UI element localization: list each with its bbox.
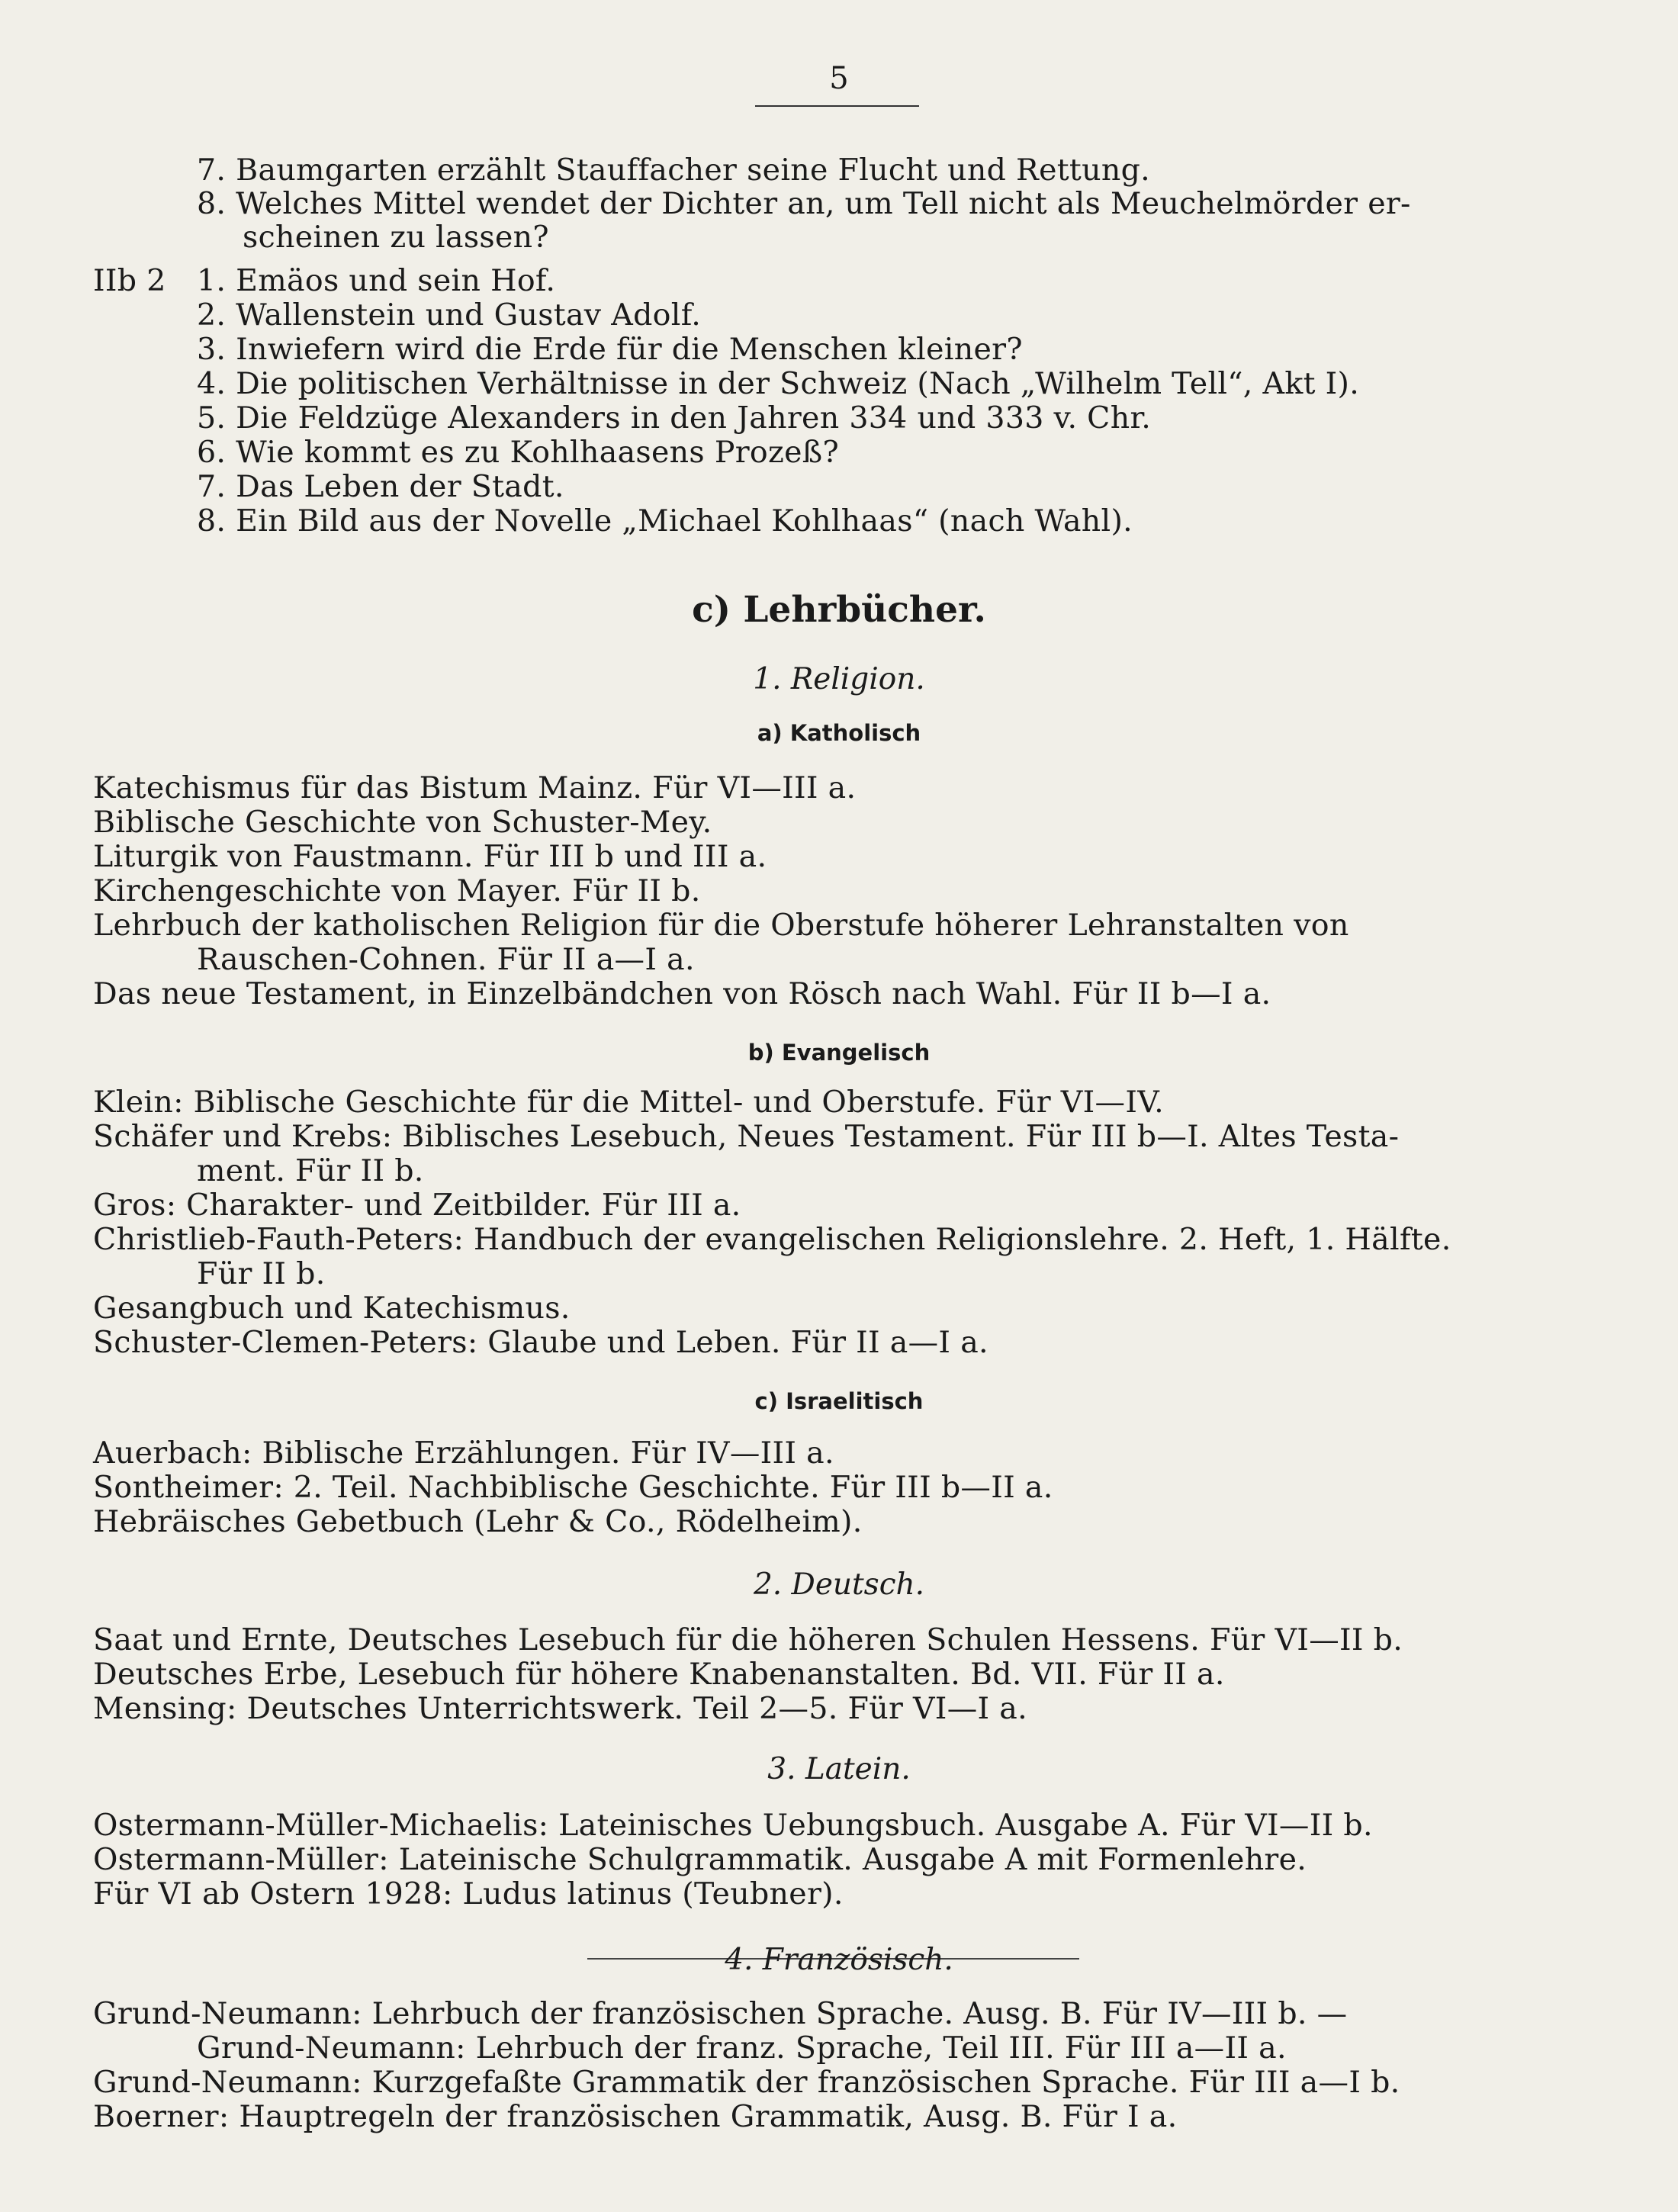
book-line: Sontheimer: 2. Teil. Nachbiblische Geschichte. Für III b—II a. bbox=[93, 1470, 1053, 1505]
book-line: Das neue Testament, in Einzelbändchen von Rösch nach Wahl. Für II b—I a. bbox=[93, 976, 1271, 1011]
book-line: Christlieb-Fauth-Peters: Handbuch der evangelischen Religionslehre. 2. Heft, 1. Hälfte. bbox=[93, 1222, 1451, 1257]
book-line: Grund-Neumann: Kurzgefaßte Grammatik der französischen Sprache. Für III a—I b. bbox=[93, 2065, 1400, 2100]
denomination-heading-israelitisch: c) Israelitisch bbox=[754, 1388, 924, 1414]
book-line: Ostermann-Müller-Michaelis: Lateinisches Uebungsbuch. Ausgabe A. Für VI—II b. bbox=[93, 1808, 1373, 1843]
theme-line: 7. Das Leben der Stadt. bbox=[197, 469, 564, 504]
book-line: Mensing: Deutsches Unterrichtswerk. Teil 2—5. Für VI—I a. bbox=[93, 1691, 1027, 1726]
book-line: Gros: Charakter- und Zeitbilder. Für III a. bbox=[93, 1188, 741, 1223]
theme-line: 2. Wallenstein und Gustav Adolf. bbox=[197, 297, 702, 333]
subject-heading-religion: 1. Religion. bbox=[753, 662, 925, 696]
book-line: Gesangbuch und Katechismus. bbox=[93, 1291, 571, 1326]
book-line: Für VI ab Ostern 1928: Ludus latinus (Teubner). bbox=[93, 1876, 844, 1911]
book-line: Saat und Ernte, Deutsches Lesebuch für die höheren Schulen Hessens. Für VI—II b. bbox=[93, 1622, 1403, 1657]
theme-line: 5. Die Feldzüge Alexanders in den Jahren 334 und 333 v. Chr. bbox=[197, 400, 1152, 436]
section-title: c) Lehrbücher. bbox=[692, 589, 986, 631]
denomination-heading-katholisch: a) Katholisch bbox=[757, 720, 921, 746]
book-line: Grund-Neumann: Lehrbuch der franz. Sprache, Teil III. Für III a—II a. bbox=[197, 2030, 1287, 2066]
theme-line: 6. Wie kommt es zu Kohlhaasens Prozeß? bbox=[197, 435, 839, 470]
book-line: Kirchengeschichte von Mayer. Für II b. bbox=[93, 873, 701, 908]
subject-heading-deutsch: 2. Deutsch. bbox=[753, 1567, 925, 1602]
book-line: Rauschen-Cohnen. Für II a—I a. bbox=[197, 942, 695, 977]
page-number-rule bbox=[755, 105, 919, 107]
subject-heading-latein: 3. Latein. bbox=[767, 1752, 911, 1786]
book-line: Lehrbuch der katholischen Religion für die Oberstufe höherer Lehranstalten von bbox=[93, 908, 1349, 943]
theme-line: 3. Inwiefern wird die Erde für die Menschen kleiner? bbox=[197, 332, 1023, 367]
book-line: Schäfer und Krebs: Biblisches Lesebuch, Neues Testament. Für III b—I. Altes Testa- bbox=[93, 1119, 1400, 1154]
book-line: Grund-Neumann: Lehrbuch der französischen Sprache. Ausg. B. Für IV—III b. — bbox=[93, 1996, 1348, 2031]
book-line: Katechismus für das Bistum Mainz. Für VI—III a. bbox=[93, 770, 857, 805]
theme-line: 1. Emäos und sein Hof. bbox=[197, 263, 556, 298]
subject-heading-franzoesisch: 4. Französisch. bbox=[725, 1943, 953, 1977]
book-line: Deutsches Erbe, Lesebuch für höhere Knabenanstalten. Bd. VII. Für II a. bbox=[93, 1657, 1225, 1692]
denomination-heading-evangelisch: b) Evangelisch bbox=[747, 1040, 931, 1066]
book-line: Ostermann-Müller: Lateinische Schulgrammatik. Ausgabe A mit Formenlehre. bbox=[93, 1842, 1307, 1877]
book-line: Klein: Biblische Geschichte für die Mittel- und Oberstufe. Für VI—IV. bbox=[93, 1085, 1165, 1120]
book-line: Liturgik von Faustmann. Für III b und III a. bbox=[93, 839, 767, 874]
book-line: Biblische Geschichte von Schuster-Mey. bbox=[93, 805, 712, 840]
book-line: ment. Für II b. bbox=[197, 1153, 424, 1188]
class-label: IIb 2 bbox=[93, 263, 166, 298]
book-line: Schuster-Clemen-Peters: Glaube und Leben. Für II a—I a. bbox=[93, 1325, 988, 1360]
book-line: Für II b. bbox=[197, 1256, 326, 1291]
theme-line: 8. Ein Bild aus der Novelle „Michael Kohlhaas“ (nach Wahl). bbox=[197, 503, 1133, 539]
book-line: Auerbach: Biblische Erzählungen. Für IV—III a. bbox=[93, 1436, 834, 1471]
page-number: 5 bbox=[829, 61, 849, 96]
book-line: Boerner: Hauptregeln der französischen Grammatik, Ausg. B. Für I a. bbox=[93, 2099, 1178, 2134]
book-line: Hebräisches Gebetbuch (Lehr & Co., Rödelheim). bbox=[93, 1504, 863, 1539]
theme-line: 8. Welches Mittel wendet der Dichter an, um Tell nicht als Meuchelmörder er- bbox=[197, 186, 1411, 221]
theme-line: 7. Baumgarten erzählt Stauffacher seine Flucht und Rettung. bbox=[197, 153, 1151, 188]
theme-line: scheinen zu lassen? bbox=[243, 220, 549, 255]
theme-line: 4. Die politischen Verhältnisse in der Schweiz (Nach „Wilhelm Tell“, Akt I). bbox=[197, 366, 1360, 401]
